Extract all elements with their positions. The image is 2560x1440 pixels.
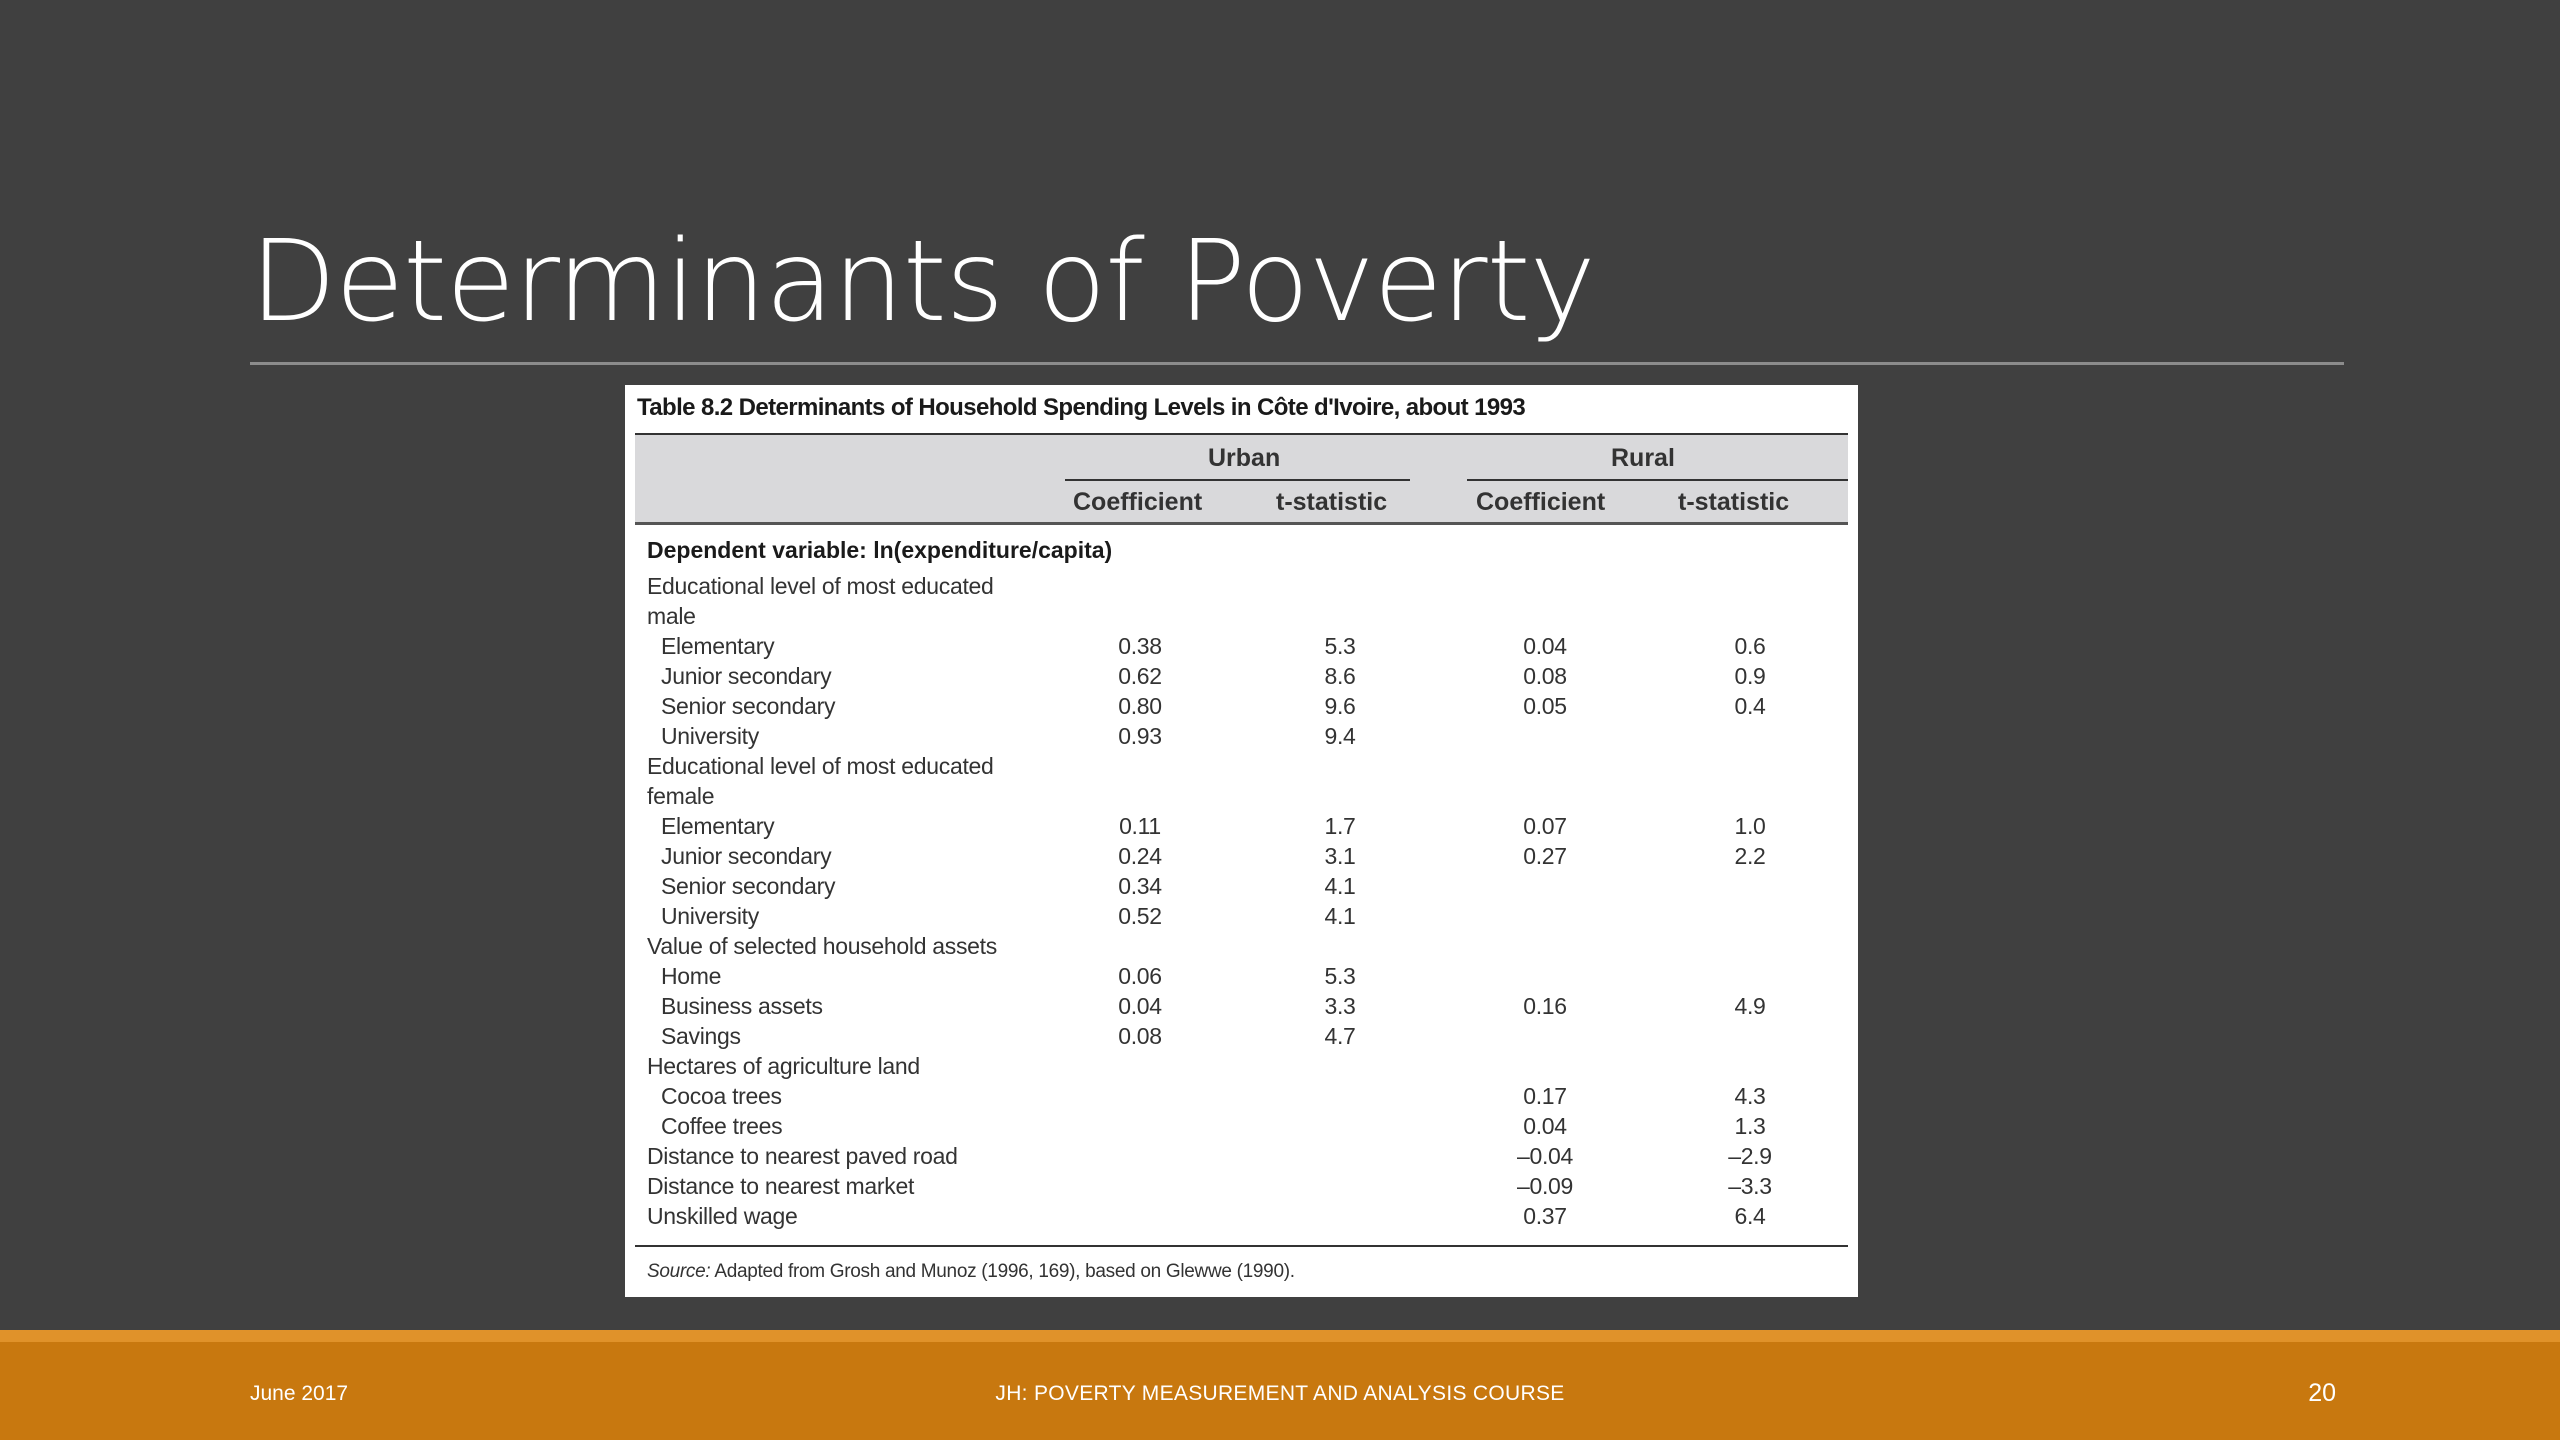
row-label: Elementary	[661, 813, 775, 839]
table-row	[635, 571, 1848, 631]
group-rule-rural	[1467, 479, 1848, 481]
table-cell: –0.09	[1516, 1173, 1574, 1199]
row-label: Savings	[661, 1023, 741, 1049]
row-label: Educational level of most educated male	[647, 573, 994, 629]
row-label: Educational level of most educated female	[647, 753, 994, 809]
table-cell: –0.04	[1516, 1143, 1574, 1169]
table-row	[635, 721, 1848, 751]
table-cell: 0.04	[1523, 1113, 1567, 1139]
table-cell: 0.04	[1523, 633, 1567, 659]
table-cell: 0.9	[1734, 663, 1766, 689]
table-row	[635, 931, 1848, 961]
source-text: Adapted from Grosh and Munoz (1996, 169), based on Glewwe (1990).	[710, 1261, 1295, 1282]
column-header-urban-t-statistic: t-statistic	[1276, 488, 1388, 516]
row-label: University	[661, 903, 759, 929]
table-row	[635, 1141, 1848, 1171]
table-row	[635, 871, 1848, 901]
table-cell: 4.3	[1734, 1083, 1766, 1109]
row-label: Elementary	[661, 633, 775, 659]
footer-course-title: JH: POVERTY MEASUREMENT AND ANALYSIS COURSE	[995, 1382, 1565, 1405]
table-row	[635, 661, 1848, 691]
row-label: Value of selected household assets	[647, 933, 997, 959]
slide-title: Determinants of Poverty	[250, 217, 1595, 347]
table-row	[635, 1081, 1848, 1111]
table-row	[635, 961, 1848, 991]
table-cell: 0.93	[1118, 723, 1162, 749]
row-label: Cocoa trees	[661, 1083, 782, 1109]
row-label: Business assets	[661, 993, 823, 1019]
table-row	[635, 691, 1848, 721]
row-label: Unskilled wage	[647, 1203, 798, 1229]
table-cell: 0.80	[1118, 693, 1162, 719]
table-cell: 0.37	[1523, 1203, 1567, 1229]
table-cell: 5.3	[1324, 963, 1356, 989]
table-row	[635, 1171, 1848, 1201]
table-row	[635, 901, 1848, 931]
footer-accent-stripe	[0, 1330, 2560, 1342]
title-divider	[250, 362, 2344, 365]
table-source-note	[647, 1259, 1295, 1285]
table-cell: 5.3	[1324, 633, 1356, 659]
source-label: Source:	[647, 1261, 711, 1282]
row-label: University	[661, 723, 759, 749]
table-cell: 4.9	[1734, 993, 1766, 1019]
group-header-urban: Urban	[1208, 444, 1281, 472]
column-header-rural-t-statistic: t-statistic	[1678, 488, 1790, 516]
table-cell: 4.7	[1324, 1023, 1356, 1049]
table-caption: Table 8.2 Determinants of Household Spending Levels in Côte d'Ivoire, about 1993	[637, 394, 1526, 421]
column-header-rural-coefficient: Coefficient	[1476, 488, 1606, 516]
table-cell: 0.08	[1523, 663, 1567, 689]
table-cell: 6.4	[1734, 1203, 1766, 1229]
table-cell: 0.04	[1118, 993, 1162, 1019]
table-row	[635, 1051, 1848, 1081]
row-label: Distance to nearest paved road	[647, 1143, 958, 1169]
table-cell: 1.0	[1734, 813, 1766, 839]
table-image	[625, 385, 1858, 1297]
table-cell: 4.1	[1324, 873, 1356, 899]
table-cell: 3.1	[1324, 843, 1356, 869]
table-row	[635, 811, 1848, 841]
row-label: Junior secondary	[661, 843, 832, 869]
table-header	[635, 433, 1848, 525]
table-cell: 8.6	[1324, 663, 1356, 689]
table-bottom-rule	[635, 1245, 1848, 1247]
table-cell: 0.06	[1118, 963, 1162, 989]
table-row	[635, 631, 1848, 661]
dependent-variable-label: Dependent variable: ln(expenditure/capita)	[647, 537, 1113, 563]
table-cell: 0.38	[1118, 633, 1162, 659]
table-cell: 4.1	[1324, 903, 1356, 929]
footer-date: June 2017	[250, 1382, 349, 1405]
table-cell: 1.3	[1734, 1113, 1766, 1139]
table-row	[635, 751, 1848, 811]
table-cell: 0.08	[1118, 1023, 1162, 1049]
table-row	[635, 1111, 1848, 1141]
row-label: Distance to nearest market	[647, 1173, 915, 1199]
slide-number: 20	[2308, 1379, 2336, 1407]
column-header-urban-coefficient: Coefficient	[1073, 488, 1203, 516]
row-label: Senior secondary	[661, 693, 836, 719]
table-cell: 0.62	[1118, 663, 1162, 689]
table-cell: 2.2	[1734, 843, 1766, 869]
table-cell: 0.52	[1118, 903, 1162, 929]
table-cell: 0.05	[1523, 693, 1567, 719]
table-cell: –3.3	[1728, 1173, 1772, 1199]
table-cell: 0.11	[1119, 813, 1161, 839]
table-cell: 0.6	[1734, 633, 1766, 659]
row-label: Junior secondary	[661, 663, 832, 689]
group-rule-urban	[1065, 479, 1410, 481]
table-row	[635, 991, 1848, 1021]
row-label: Hectares of agriculture land	[647, 1053, 920, 1079]
table-cell: 0.27	[1523, 843, 1567, 869]
table-cell: 3.3	[1324, 993, 1356, 1019]
table-cell: 0.4	[1734, 693, 1766, 719]
row-label: Coffee trees	[661, 1113, 783, 1139]
table-cell: 1.7	[1324, 813, 1356, 839]
row-label: Senior secondary	[661, 873, 836, 899]
group-header-rural: Rural	[1611, 444, 1675, 472]
table-cell: 0.07	[1523, 813, 1567, 839]
table-row	[635, 1201, 1848, 1231]
table-cell: 9.6	[1324, 693, 1356, 719]
table-body	[635, 535, 1848, 1231]
table-cell: 9.4	[1324, 723, 1356, 749]
table-cell: 0.24	[1118, 843, 1162, 869]
table-cell: 0.34	[1118, 873, 1162, 899]
row-label: Home	[661, 963, 722, 989]
table-row	[635, 1021, 1848, 1051]
dependent-variable-row	[635, 535, 1848, 571]
table-cell: 0.16	[1523, 993, 1567, 1019]
table-cell: 0.17	[1523, 1083, 1567, 1109]
table-cell: –2.9	[1728, 1143, 1772, 1169]
table-row	[635, 841, 1848, 871]
